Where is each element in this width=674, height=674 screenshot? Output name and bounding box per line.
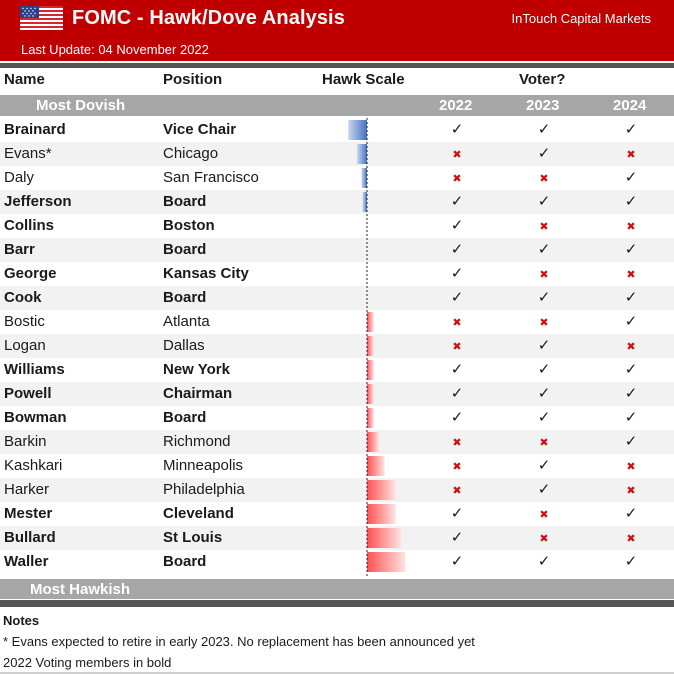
table-row <box>0 454 674 478</box>
check-icon: ✓ <box>624 433 638 450</box>
table-row <box>0 310 674 334</box>
table-row <box>0 334 674 358</box>
last-update: Last Update: 04 November 2022 <box>21 42 209 57</box>
cross-icon: ✖ <box>452 341 462 353</box>
check-icon: ✓ <box>537 385 551 402</box>
cross-icon: ✖ <box>452 173 462 185</box>
year-header-2024: 2024 <box>613 97 647 114</box>
check-icon: ✓ <box>537 193 551 210</box>
member-position: Dallas <box>163 337 205 354</box>
cross-icon: ✖ <box>539 509 549 521</box>
table-row <box>0 526 674 550</box>
member-position: Philadelphia <box>163 481 245 498</box>
cross-icon: ✖ <box>626 461 636 473</box>
member-name: Barkin <box>4 433 47 450</box>
most-dovish-band <box>0 95 674 116</box>
us-flag-icon <box>20 6 63 30</box>
member-name: Mester <box>4 505 53 522</box>
table-row <box>0 286 674 310</box>
check-icon: ✓ <box>624 193 638 210</box>
brand-name: InTouch Capital Markets <box>511 11 651 26</box>
table-row <box>0 118 674 142</box>
check-icon: ✓ <box>624 289 638 306</box>
cross-icon: ✖ <box>539 173 549 185</box>
check-icon: ✓ <box>537 145 551 162</box>
check-icon: ✓ <box>450 265 464 282</box>
member-name: Harker <box>4 481 50 498</box>
member-position: St Louis <box>163 529 223 546</box>
check-icon: ✓ <box>537 241 551 258</box>
check-icon: ✓ <box>450 193 464 210</box>
cross-icon: ✖ <box>539 221 549 233</box>
table-row <box>0 166 674 190</box>
check-icon: ✓ <box>624 553 638 570</box>
cross-icon: ✖ <box>626 149 636 161</box>
table-row <box>0 214 674 238</box>
col-header-hawk-scale: Hawk Scale <box>322 71 405 88</box>
table-row <box>0 358 674 382</box>
check-icon: ✓ <box>624 313 638 330</box>
check-icon: ✓ <box>537 337 551 354</box>
cross-icon: ✖ <box>539 437 549 449</box>
notes-line-2: 2022 Voting members in bold <box>3 655 172 670</box>
member-name: Kashkari <box>4 457 63 474</box>
member-position: Kansas City <box>163 265 249 282</box>
year-header-2023: 2023 <box>526 97 560 114</box>
table-row <box>0 382 674 406</box>
cross-icon: ✖ <box>626 341 636 353</box>
check-icon: ✓ <box>450 361 464 378</box>
member-position: Chicago <box>163 145 219 162</box>
member-position: Board <box>163 241 207 258</box>
check-icon: ✓ <box>624 241 638 258</box>
check-icon: ✓ <box>450 289 464 306</box>
divider <box>0 600 674 607</box>
check-icon: ✓ <box>450 121 464 138</box>
col-header-voter: Voter? <box>519 71 566 88</box>
member-position: Board <box>163 193 207 210</box>
report-header <box>0 0 674 61</box>
report-title: FOMC - Hawk/Dove Analysis <box>72 7 345 29</box>
member-position: Board <box>163 553 207 570</box>
check-icon: ✓ <box>537 409 551 426</box>
check-icon: ✓ <box>450 553 464 570</box>
member-position: San Francisco <box>163 169 259 186</box>
member-name: Bostic <box>4 313 45 330</box>
member-position: Atlanta <box>163 313 210 330</box>
cross-icon: ✖ <box>539 533 549 545</box>
check-icon: ✓ <box>624 121 638 138</box>
member-position: Cleveland <box>163 505 234 522</box>
check-icon: ✓ <box>537 553 551 570</box>
member-position: Vice Chair <box>163 121 237 138</box>
member-position: Board <box>163 409 207 426</box>
check-icon: ✓ <box>624 505 638 522</box>
table-row <box>0 190 674 214</box>
table-row <box>0 406 674 430</box>
check-icon: ✓ <box>537 481 551 498</box>
band-label-hawkish: Most Hawkish <box>30 581 131 598</box>
check-icon: ✓ <box>450 409 464 426</box>
cross-icon: ✖ <box>626 221 636 233</box>
cross-icon: ✖ <box>452 149 462 161</box>
table-row <box>0 550 674 574</box>
member-name: Bullard <box>4 529 56 546</box>
member-position: Chairman <box>163 385 233 402</box>
cross-icon: ✖ <box>452 485 462 497</box>
check-icon: ✓ <box>537 121 551 138</box>
member-name: Powell <box>4 385 52 402</box>
check-icon: ✓ <box>624 361 638 378</box>
year-header-2022: 2022 <box>439 97 473 114</box>
check-icon: ✓ <box>450 217 464 234</box>
check-icon: ✓ <box>537 457 551 474</box>
col-header-name: Name <box>4 71 45 88</box>
table-row <box>0 142 674 166</box>
member-name: Daly <box>4 169 35 186</box>
member-name: Waller <box>4 553 49 570</box>
most-hawkish-band <box>0 579 674 599</box>
table-row <box>0 430 674 454</box>
check-icon: ✓ <box>450 505 464 522</box>
member-name: Barr <box>4 241 35 258</box>
cross-icon: ✖ <box>626 485 636 497</box>
table-row <box>0 502 674 526</box>
member-position: Board <box>163 289 207 306</box>
member-name: Jefferson <box>4 193 72 210</box>
check-icon: ✓ <box>537 361 551 378</box>
cross-icon: ✖ <box>626 269 636 281</box>
member-name: Williams <box>4 361 65 378</box>
check-icon: ✓ <box>624 409 638 426</box>
cross-icon: ✖ <box>539 317 549 329</box>
check-icon: ✓ <box>450 241 464 258</box>
member-position: Boston <box>163 217 215 234</box>
band-label-dovish: Most Dovish <box>36 97 126 114</box>
table-row <box>0 262 674 286</box>
check-icon: ✓ <box>537 289 551 306</box>
cross-icon: ✖ <box>452 461 462 473</box>
check-icon: ✓ <box>624 385 638 402</box>
table-row <box>0 238 674 262</box>
member-position: New York <box>163 361 230 378</box>
member-name: Cook <box>4 289 42 306</box>
member-name: Logan <box>4 337 46 354</box>
cross-icon: ✖ <box>452 317 462 329</box>
check-icon: ✓ <box>450 529 464 546</box>
cross-icon: ✖ <box>626 533 636 545</box>
member-position: Minneapolis <box>163 457 244 474</box>
cross-icon: ✖ <box>539 269 549 281</box>
cross-icon: ✖ <box>452 437 462 449</box>
member-name: George <box>4 265 57 282</box>
notes-line-1: * Evans expected to retire in early 2023. No replacement has been announced yet <box>3 634 475 649</box>
check-icon: ✓ <box>450 385 464 402</box>
member-name: Collins <box>4 217 55 234</box>
member-name: Bowman <box>4 409 67 426</box>
col-header-position: Position <box>163 71 223 88</box>
table-row <box>0 478 674 502</box>
notes-title: Notes <box>3 613 40 628</box>
check-icon: ✓ <box>624 169 638 186</box>
member-name: Brainard <box>4 121 66 138</box>
member-position: Richmond <box>163 433 231 450</box>
divider <box>0 63 674 68</box>
member-name: Evans* <box>4 145 52 162</box>
